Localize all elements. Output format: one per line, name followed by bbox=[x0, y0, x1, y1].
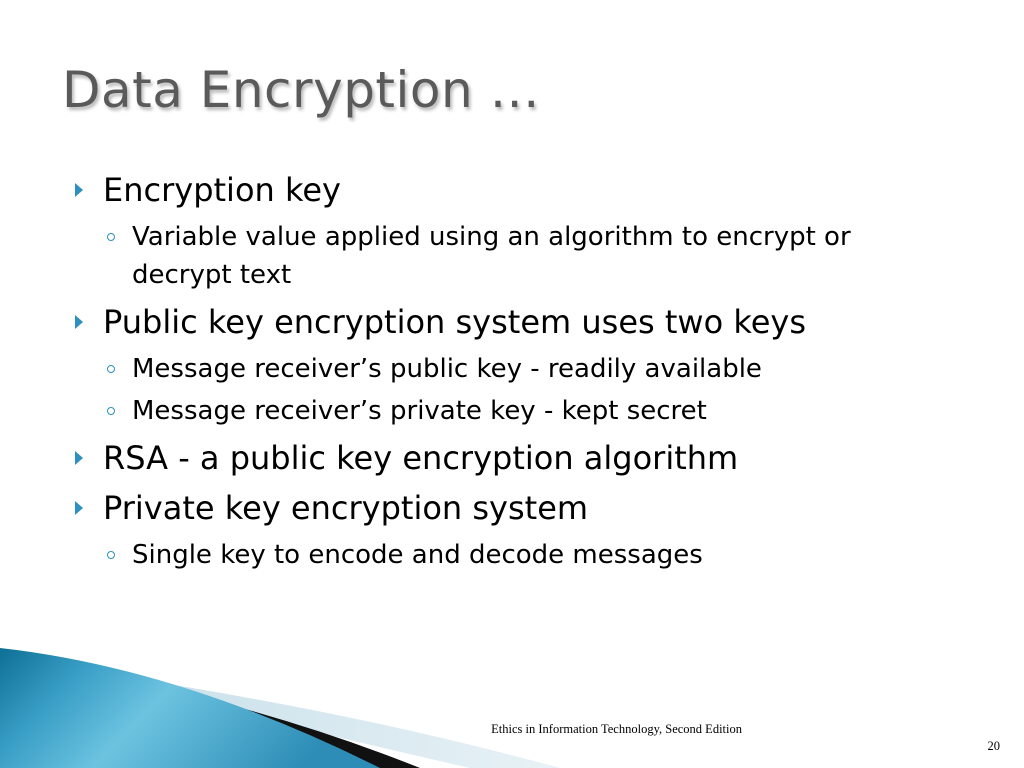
bullet-text: RSA - a public key encryption algorithm bbox=[103, 439, 739, 477]
bullet-text: Private key encryption system bbox=[103, 489, 589, 527]
bullet-text: Encryption key bbox=[103, 171, 341, 209]
bullet-text: Public key encryption system uses two keys bbox=[103, 303, 806, 341]
wave-blue-band bbox=[0, 648, 380, 768]
footer-book-title: Ethics in Information Technology, Second Edition bbox=[491, 722, 742, 736]
slide-title: Data Encryption … bbox=[62, 61, 541, 119]
bullet-text: Single key to encode and decode messages bbox=[132, 540, 703, 570]
page-number: 20 bbox=[987, 739, 1000, 753]
bullet-text: Variable value applied using an algorithm to encrypt or decrypt text bbox=[132, 222, 851, 290]
bullet-text: Message receiver’s private key - kept secret bbox=[132, 396, 707, 426]
bullet-text: Message receiver’s public key - readily available bbox=[132, 354, 762, 384]
